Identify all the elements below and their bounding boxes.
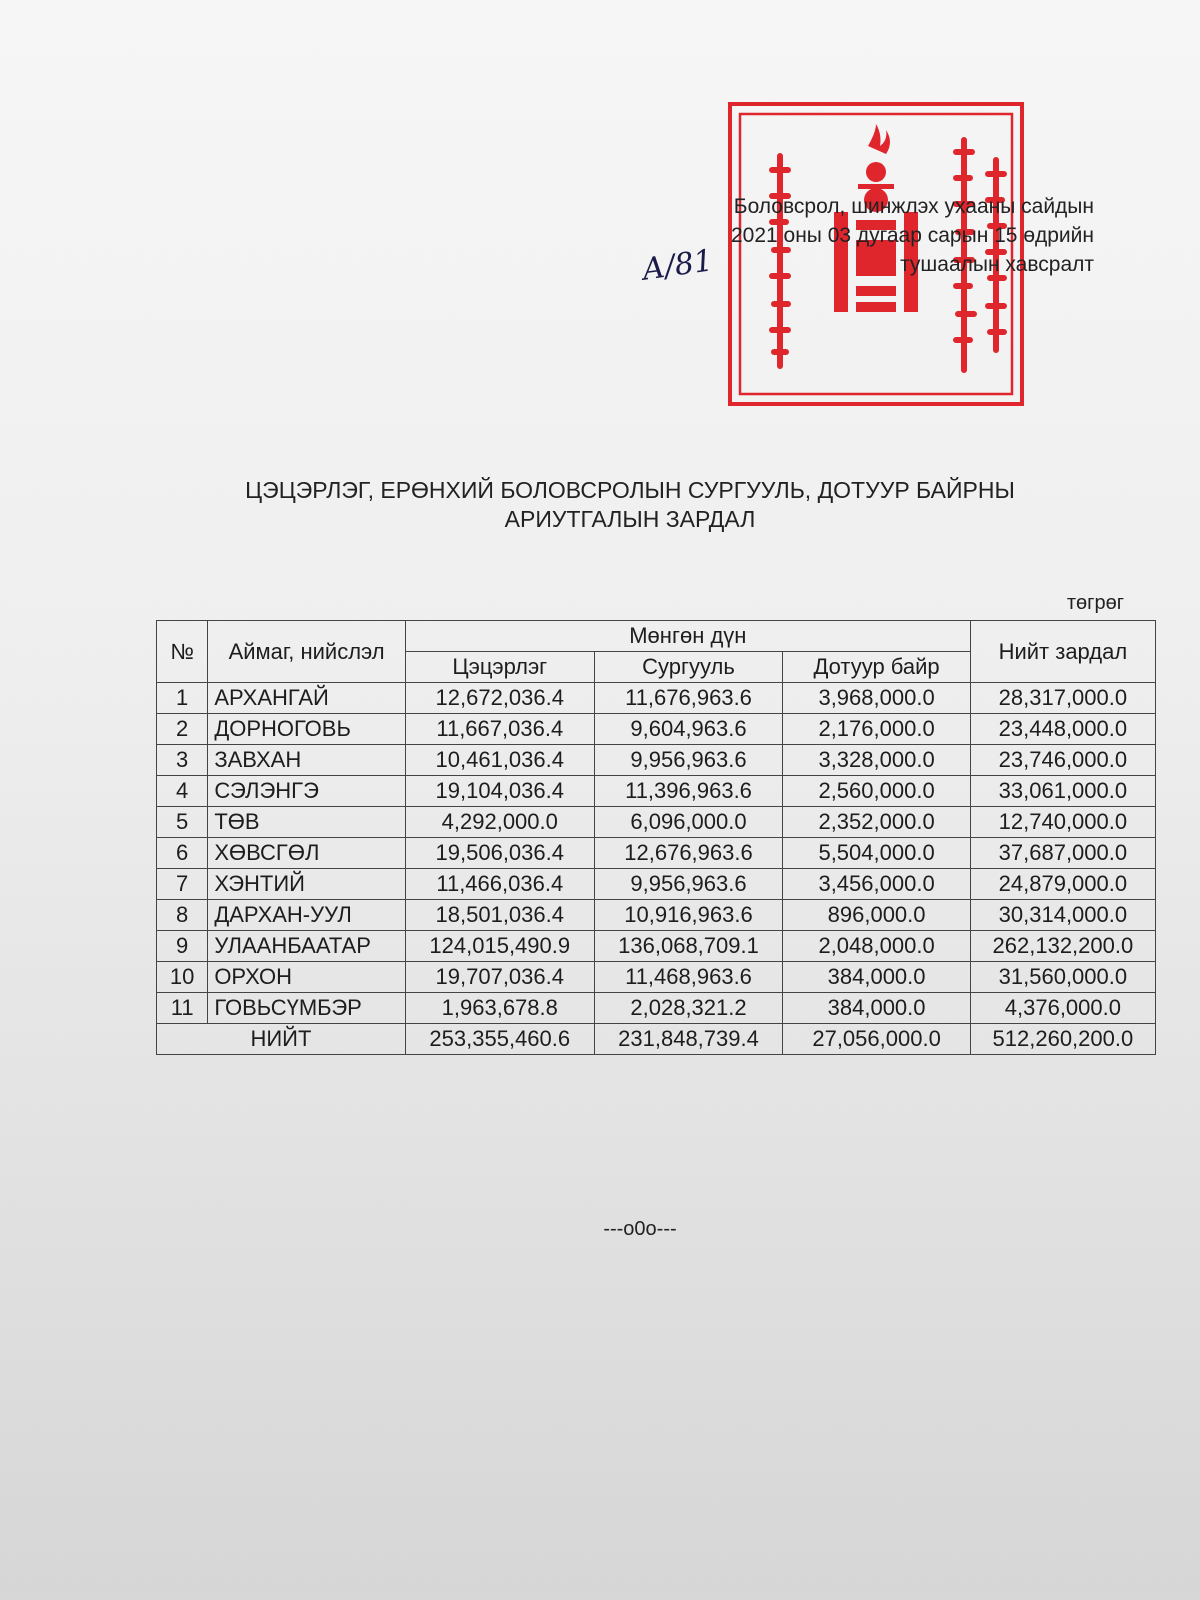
row-school: 9,604,963.6 — [594, 714, 783, 745]
row-dormitory: 2,048,000.0 — [783, 931, 970, 962]
row-school: 6,096,000.0 — [594, 807, 783, 838]
order-number-handwritten: А/81 — [639, 243, 716, 288]
row-school: 11,396,963.6 — [594, 776, 783, 807]
table-row — [157, 776, 1156, 807]
total-label: НИЙТ — [157, 1024, 406, 1055]
header-region: Аймаг, нийслэл — [208, 621, 406, 683]
row-kindergarten: 18,501,036.4 — [405, 900, 594, 931]
header-total-expense: Нийт зардал — [970, 621, 1155, 683]
row-number: 9 — [157, 931, 208, 962]
row-region: ОРХОН — [208, 962, 406, 993]
row-school: 10,916,963.6 — [594, 900, 783, 931]
table-row — [157, 993, 1156, 1024]
row-total: 23,746,000.0 — [970, 745, 1155, 776]
row-dormitory: 5,504,000.0 — [783, 838, 970, 869]
table-row — [157, 962, 1156, 993]
row-dormitory: 896,000.0 — [783, 900, 970, 931]
row-region: ХЭНТИЙ — [208, 869, 406, 900]
row-region: ДАРХАН-УУЛ — [208, 900, 406, 931]
table-row — [157, 745, 1156, 776]
total-school: 231,848,739.4 — [594, 1024, 783, 1055]
row-total: 24,879,000.0 — [970, 869, 1155, 900]
row-region: ХӨВСГӨЛ — [208, 838, 406, 869]
header-kindergarten: Цэцэрлэг — [405, 652, 594, 683]
row-number: 11 — [157, 993, 208, 1024]
row-region: АРХАНГАЙ — [208, 683, 406, 714]
row-dormitory: 3,968,000.0 — [783, 683, 970, 714]
row-number: 5 — [157, 807, 208, 838]
row-number: 1 — [157, 683, 208, 714]
row-region: СЭЛЭНГЭ — [208, 776, 406, 807]
row-kindergarten: 10,461,036.4 — [405, 745, 594, 776]
end-of-document-mark: ---o0o--- — [603, 1218, 677, 1240]
row-number: 4 — [157, 776, 208, 807]
table-row — [157, 869, 1156, 900]
row-kindergarten: 11,667,036.4 — [405, 714, 594, 745]
row-kindergarten: 124,015,490.9 — [405, 931, 594, 962]
row-school: 11,676,963.6 — [594, 683, 783, 714]
row-region: УЛААНБААТАР — [208, 931, 406, 962]
table-body — [157, 683, 1156, 1024]
table-row — [157, 807, 1156, 838]
row-total: 28,317,000.0 — [970, 683, 1155, 714]
row-school: 9,956,963.6 — [594, 745, 783, 776]
row-total: 4,376,000.0 — [970, 993, 1155, 1024]
header-school: Сургууль — [594, 652, 783, 683]
row-school: 11,468,963.6 — [594, 962, 783, 993]
header-number: № — [157, 621, 208, 683]
total-dormitory: 27,056,000.0 — [783, 1024, 970, 1055]
table-row — [157, 931, 1156, 962]
row-total: 262,132,200.0 — [970, 931, 1155, 962]
attachment-note-line2: 2021 оны 03 дугаар сарын 15 өдрийн — [730, 224, 1094, 247]
document-title-line2: АРИУТГАЛЫН ЗАРДАЛ — [504, 506, 756, 532]
row-number: 10 — [157, 962, 208, 993]
row-dormitory: 2,560,000.0 — [783, 776, 970, 807]
row-school: 136,068,709.1 — [594, 931, 783, 962]
header-amount-group: Мөнгөн дүн — [405, 621, 970, 652]
table-row — [157, 838, 1156, 869]
row-dormitory: 2,176,000.0 — [783, 714, 970, 745]
row-dormitory: 3,456,000.0 — [783, 869, 970, 900]
table-row — [157, 683, 1156, 714]
row-region: ТӨВ — [208, 807, 406, 838]
row-region: ЗАВХАН — [208, 745, 406, 776]
table-header-row — [157, 621, 1156, 652]
row-kindergarten: 19,707,036.4 — [405, 962, 594, 993]
row-kindergarten: 11,466,036.4 — [405, 869, 594, 900]
row-kindergarten: 12,672,036.4 — [405, 683, 594, 714]
row-dormitory: 384,000.0 — [783, 962, 970, 993]
attachment-note-line1: Боловсрол, шинжлэх ухааны сайдын — [733, 195, 1094, 218]
row-school: 9,956,963.6 — [594, 869, 783, 900]
document-title-line1: ЦЭЦЭРЛЭГ, ЕРӨНХИЙ БОЛОВСРОЛЫН СУРГУУЛЬ, ДОТУУР БАЙРНЫ — [245, 477, 1015, 503]
header-dormitory: Дотуур байр — [783, 652, 970, 683]
row-kindergarten: 1,963,678.8 — [405, 993, 594, 1024]
row-total: 12,740,000.0 — [970, 807, 1155, 838]
row-dormitory: 2,352,000.0 — [783, 807, 970, 838]
document-title — [0, 476, 1200, 534]
row-kindergarten: 4,292,000.0 — [405, 807, 594, 838]
row-dormitory: 3,328,000.0 — [783, 745, 970, 776]
row-total: 37,687,000.0 — [970, 838, 1155, 869]
total-kindergarten: 253,355,460.6 — [405, 1024, 594, 1055]
total-overall: 512,260,200.0 — [970, 1024, 1155, 1055]
row-school: 2,028,321.2 — [594, 993, 783, 1024]
row-total: 23,448,000.0 — [970, 714, 1155, 745]
currency-unit: төгрөг — [1066, 592, 1124, 614]
disinfection-expense-table — [156, 620, 1156, 1055]
row-region: ДОРНОГОВЬ — [208, 714, 406, 745]
row-total: 33,061,000.0 — [970, 776, 1155, 807]
table-total-row — [157, 1024, 1156, 1055]
attachment-note-line3: тушаалын хавсралт — [900, 253, 1094, 276]
row-number: 2 — [157, 714, 208, 745]
row-school: 12,676,963.6 — [594, 838, 783, 869]
row-number: 8 — [157, 900, 208, 931]
row-number: 7 — [157, 869, 208, 900]
row-region: ГОВЬСҮМБЭР — [208, 993, 406, 1024]
row-number: 3 — [157, 745, 208, 776]
row-dormitory: 384,000.0 — [783, 993, 970, 1024]
table-row — [157, 900, 1156, 931]
row-number: 6 — [157, 838, 208, 869]
row-total: 30,314,000.0 — [970, 900, 1155, 931]
table-row — [157, 714, 1156, 745]
row-kindergarten: 19,104,036.4 — [405, 776, 594, 807]
row-total: 31,560,000.0 — [970, 962, 1155, 993]
row-kindergarten: 19,506,036.4 — [405, 838, 594, 869]
